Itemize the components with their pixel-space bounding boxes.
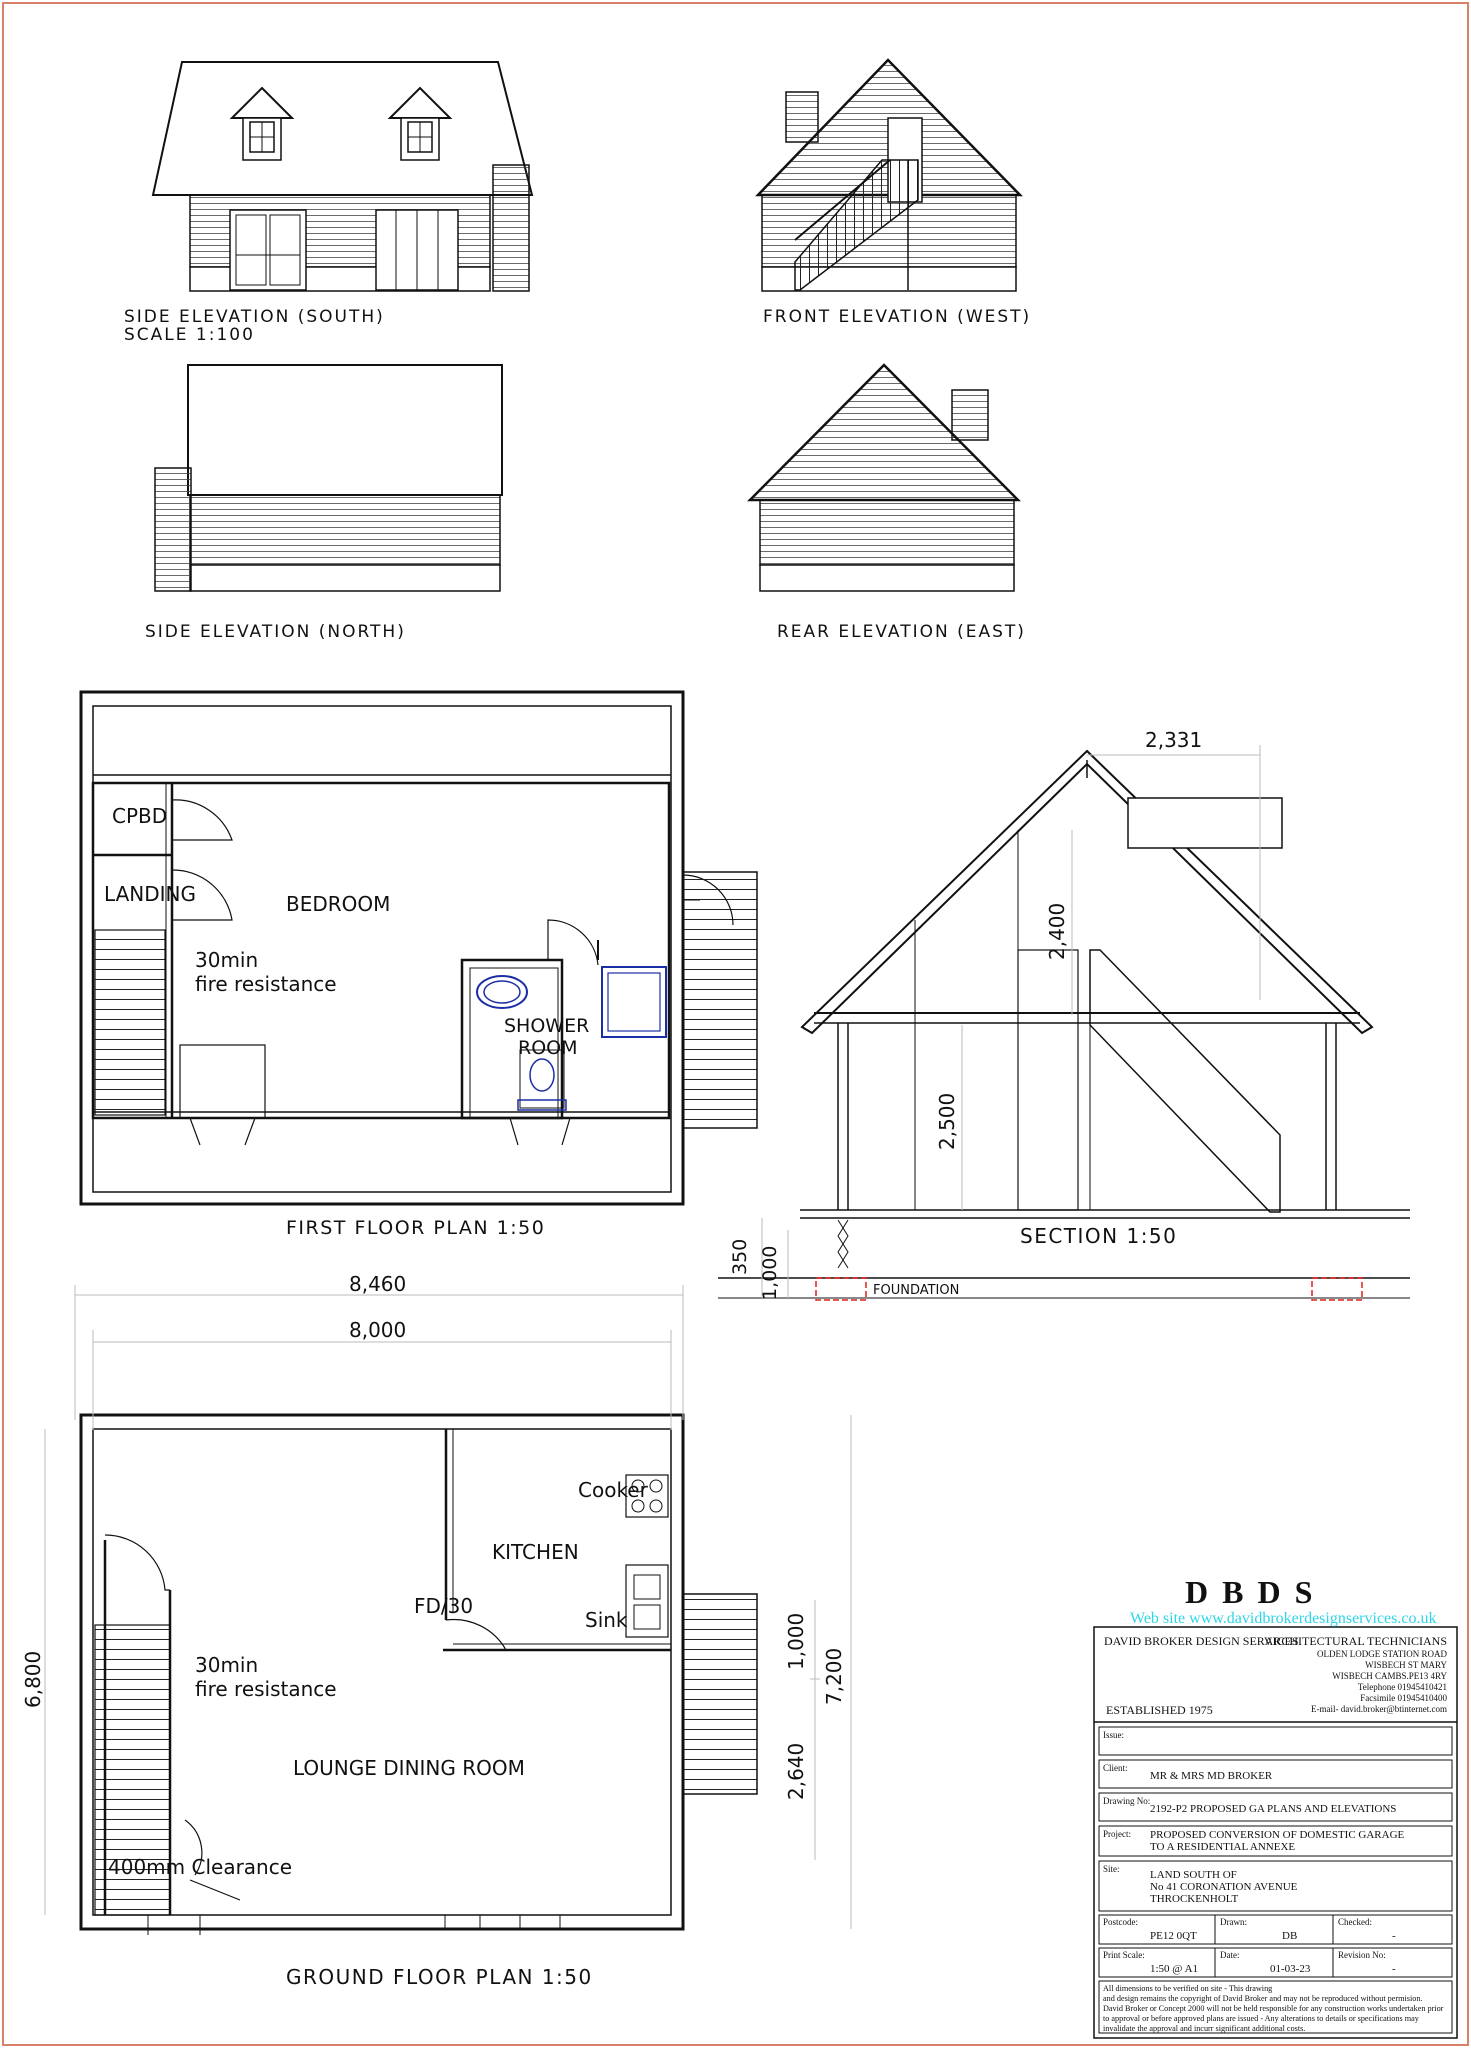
facsimile: Facsimile 01945410400 (1360, 1693, 1447, 1703)
checked-label: Checked: (1338, 1917, 1372, 1927)
date-value: 01-03-23 (1270, 1963, 1311, 1975)
front-elevation-west (758, 60, 1020, 291)
section-dim-roof: 2,400 (1045, 902, 1069, 960)
south-elevation-scale: SCALE 1:100 (124, 325, 255, 345)
address-line2: WISBECH ST MARY (1365, 1660, 1447, 1670)
ground-dim-overall: 8,460 (349, 1272, 407, 1296)
ground-dim-right: 7,200 (822, 1647, 846, 1705)
postcode-label: Postcode: (1103, 1917, 1138, 1927)
ground-fire-line2: fire resistance (195, 1677, 337, 1701)
cooker-label: Cooker (578, 1478, 648, 1502)
east-elevation-title: REAR ELEVATION (EAST) (777, 622, 1026, 642)
email: E-mail- david.broker@btinternet.com (1311, 1704, 1447, 1714)
first-floor-cpbd-label: CPBD (112, 804, 168, 828)
established: ESTABLISHED 1975 (1106, 1703, 1213, 1717)
section-1-50 (718, 745, 1410, 1300)
client-label: Client: (1103, 1763, 1128, 1773)
company-role: ARCHITECTURAL TECHNICIANS (1264, 1634, 1447, 1648)
ground-dim-1000: 1,000 (784, 1612, 808, 1670)
shower-room-label-line1: SHOWER (504, 1015, 590, 1037)
print-scale-value: 1:50 @ A1 (1150, 1963, 1199, 1975)
company-name: DAVID BROKER DESIGN SERVICES (1104, 1634, 1299, 1648)
sink-label: Sink (585, 1608, 628, 1632)
issue-label: Issue: (1103, 1730, 1124, 1740)
website-link[interactable]: Web site www.davidbrokerdesignservices.co.uk (1130, 1610, 1437, 1627)
first-floor-plan (81, 692, 757, 1204)
side-elevation-south (153, 62, 532, 291)
postcode-value: PE12 0QT (1150, 1930, 1197, 1942)
revision-value: - (1392, 1963, 1396, 1975)
north-elevation-title: SIDE ELEVATION (NORTH) (145, 622, 406, 642)
project-label: Project: (1103, 1829, 1131, 1839)
section-dim-top: 2,331 (1145, 728, 1203, 752)
project-line1: PROPOSED CONVERSION OF DOMESTIC GARAGE (1150, 1829, 1405, 1841)
site-line1: LAND SOUTH OF (1150, 1869, 1237, 1881)
site-label: Site: (1103, 1864, 1120, 1874)
drawing-label: Drawing No: (1103, 1796, 1151, 1806)
first-floor-fire-line2: fire resistance (195, 972, 337, 996)
client-value: MR & MRS MD BROKER (1150, 1770, 1273, 1782)
first-floor-plan-title: FIRST FLOOR PLAN 1:50 (286, 1217, 546, 1239)
note-line3: David Broker or Concept 2000 will not be held responsible for any construction works undertaken prior (1103, 2004, 1444, 2013)
ground-dim-inner: 8,000 (349, 1318, 407, 1342)
section-dim-1000: 1,000 (759, 1245, 781, 1300)
ground-fire-line1: 30min (195, 1653, 259, 1677)
rear-elevation-east (750, 365, 1018, 591)
note-line1: All dimensions to be verified on site - This drawing (1103, 1984, 1273, 1993)
first-floor-fire-line1: 30min (195, 948, 259, 972)
side-elevation-north (155, 365, 502, 591)
site-line3: THROCKENHOLT (1150, 1893, 1239, 1905)
address-line1: OLDEN LODGE STATION ROAD (1316, 1649, 1447, 1659)
print-scale-label: Print Scale: (1103, 1950, 1145, 1960)
ground-dim-2640: 2,640 (784, 1742, 808, 1800)
drawing-value: 2192-P2 PROPOSED GA PLANS AND ELEVATIONS (1150, 1803, 1397, 1815)
revision-label: Revision No: (1338, 1950, 1386, 1960)
lounge-dining-label: LOUNGE DINING ROOM (293, 1756, 525, 1780)
fire-door-label: FD/30 (414, 1594, 474, 1618)
checked-value: - (1392, 1930, 1396, 1942)
kitchen-label: KITCHEN (492, 1540, 579, 1564)
foundation-label: FOUNDATION (873, 1283, 960, 1298)
telephone: Telephone 01945410421 (1357, 1682, 1447, 1692)
dbds-logo: DBDS (1185, 1574, 1327, 1610)
date-label: Date: (1220, 1950, 1240, 1960)
west-elevation-title: FRONT ELEVATION (WEST) (763, 307, 1032, 327)
note-line4: to approval or before approved plans are issued - Any alterations to details or specifications may (1103, 2014, 1419, 2023)
section-title: SECTION 1:50 (1020, 1224, 1178, 1248)
site-line2: No 41 CORONATION AVENUE (1150, 1881, 1298, 1893)
section-dim-wall: 2,500 (935, 1092, 959, 1150)
ground-dim-left: 6,800 (21, 1650, 45, 1708)
south-elevation-title: SIDE ELEVATION (SOUTH) (124, 307, 385, 327)
section-dim-350: 350 (729, 1238, 751, 1275)
address-line3: WISBECH CAMBS.PE13 4RY (1332, 1671, 1447, 1681)
note-line2: and design remains the copyright of David Broker and may not be reproduced without permision. (1103, 1994, 1423, 2003)
shower-room-label-line2: ROOM (518, 1037, 578, 1059)
clearance-label: 400mm Clearance (108, 1855, 293, 1879)
note-line5: invalidate the approval and incurr significant additional costs. (1103, 2024, 1306, 2033)
first-floor-landing-label: LANDING (104, 882, 197, 906)
ground-floor-plan-title: GROUND FLOOR PLAN 1:50 (286, 1965, 593, 1989)
first-floor-bedroom-label: BEDROOM (286, 892, 391, 916)
drawn-value: DB (1282, 1930, 1298, 1942)
drawn-label: Drawn: (1220, 1917, 1247, 1927)
project-line2: TO A RESIDENTIAL ANNEXE (1150, 1841, 1296, 1853)
